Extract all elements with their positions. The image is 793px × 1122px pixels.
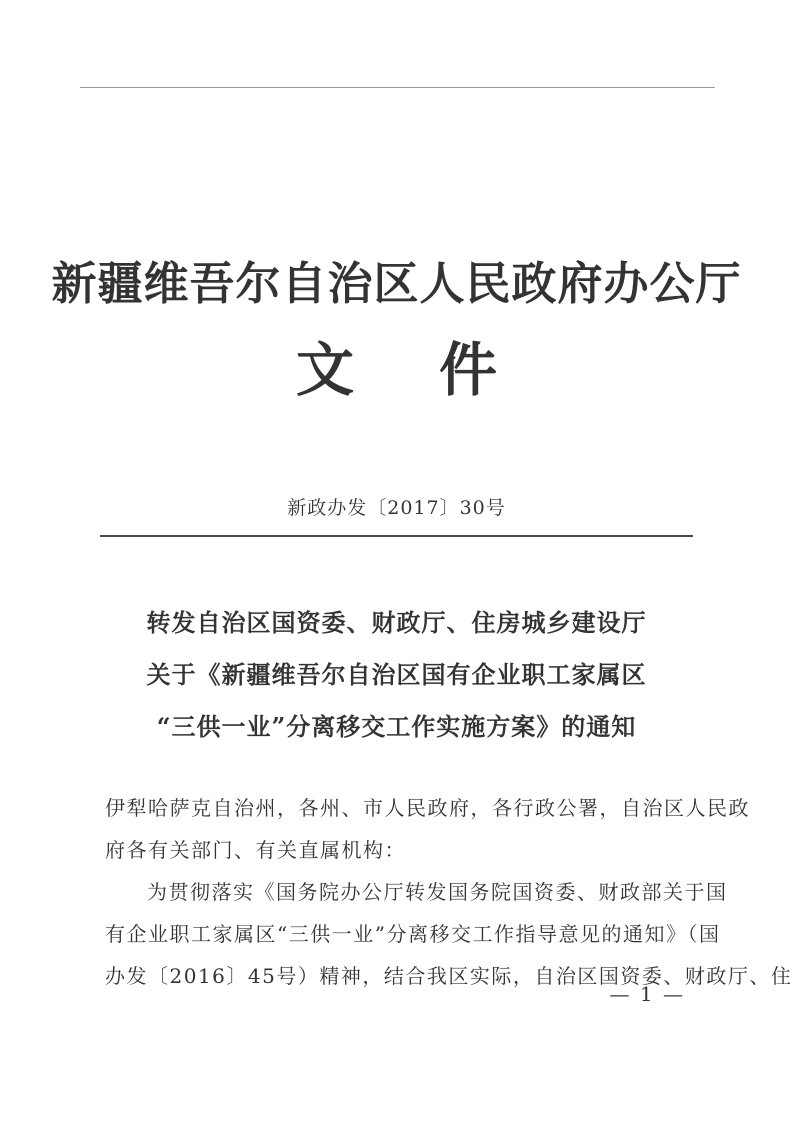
document-body <box>105 787 793 997</box>
addressee-line: 府各有关部门、有关直属机构： <box>105 838 406 862</box>
addressee-line: 伊犁哈萨克自治州，各州、市人民政府，各行政公署，自治区人民政 <box>105 796 750 820</box>
issuer-name: 新疆维吾尔自治区人民政府办公厅 <box>51 257 742 310</box>
title-line: 转发自治区国资委、财政厅、住房城乡建设厅 <box>146 608 647 637</box>
document-type: 文件 <box>295 336 582 404</box>
paragraph-line: 为贯彻落实《国务院办公厅转发国务院国资委、财政部关于国 <box>147 880 728 904</box>
title-line: 关于《新疆维吾尔自治区国有企业职工家属区 <box>146 660 647 689</box>
title-line: “三供一业”分离移交工作实施方案》的通知 <box>156 712 637 741</box>
header-top-rule <box>80 87 715 88</box>
paragraph-line: 有企业职工家属区“三供一业”分离移交工作指导意见的通知》（国 <box>105 922 721 946</box>
header-separator-rule <box>100 535 693 537</box>
document-number: 新政办发〔2017〕30号 <box>287 497 506 519</box>
page-number: — 1 — <box>609 982 685 1006</box>
document-title <box>0 597 793 753</box>
paragraph-line: 办发〔2016〕45号）精神，结合我区实际，自治区国资委、财政厅、住 <box>105 964 793 988</box>
